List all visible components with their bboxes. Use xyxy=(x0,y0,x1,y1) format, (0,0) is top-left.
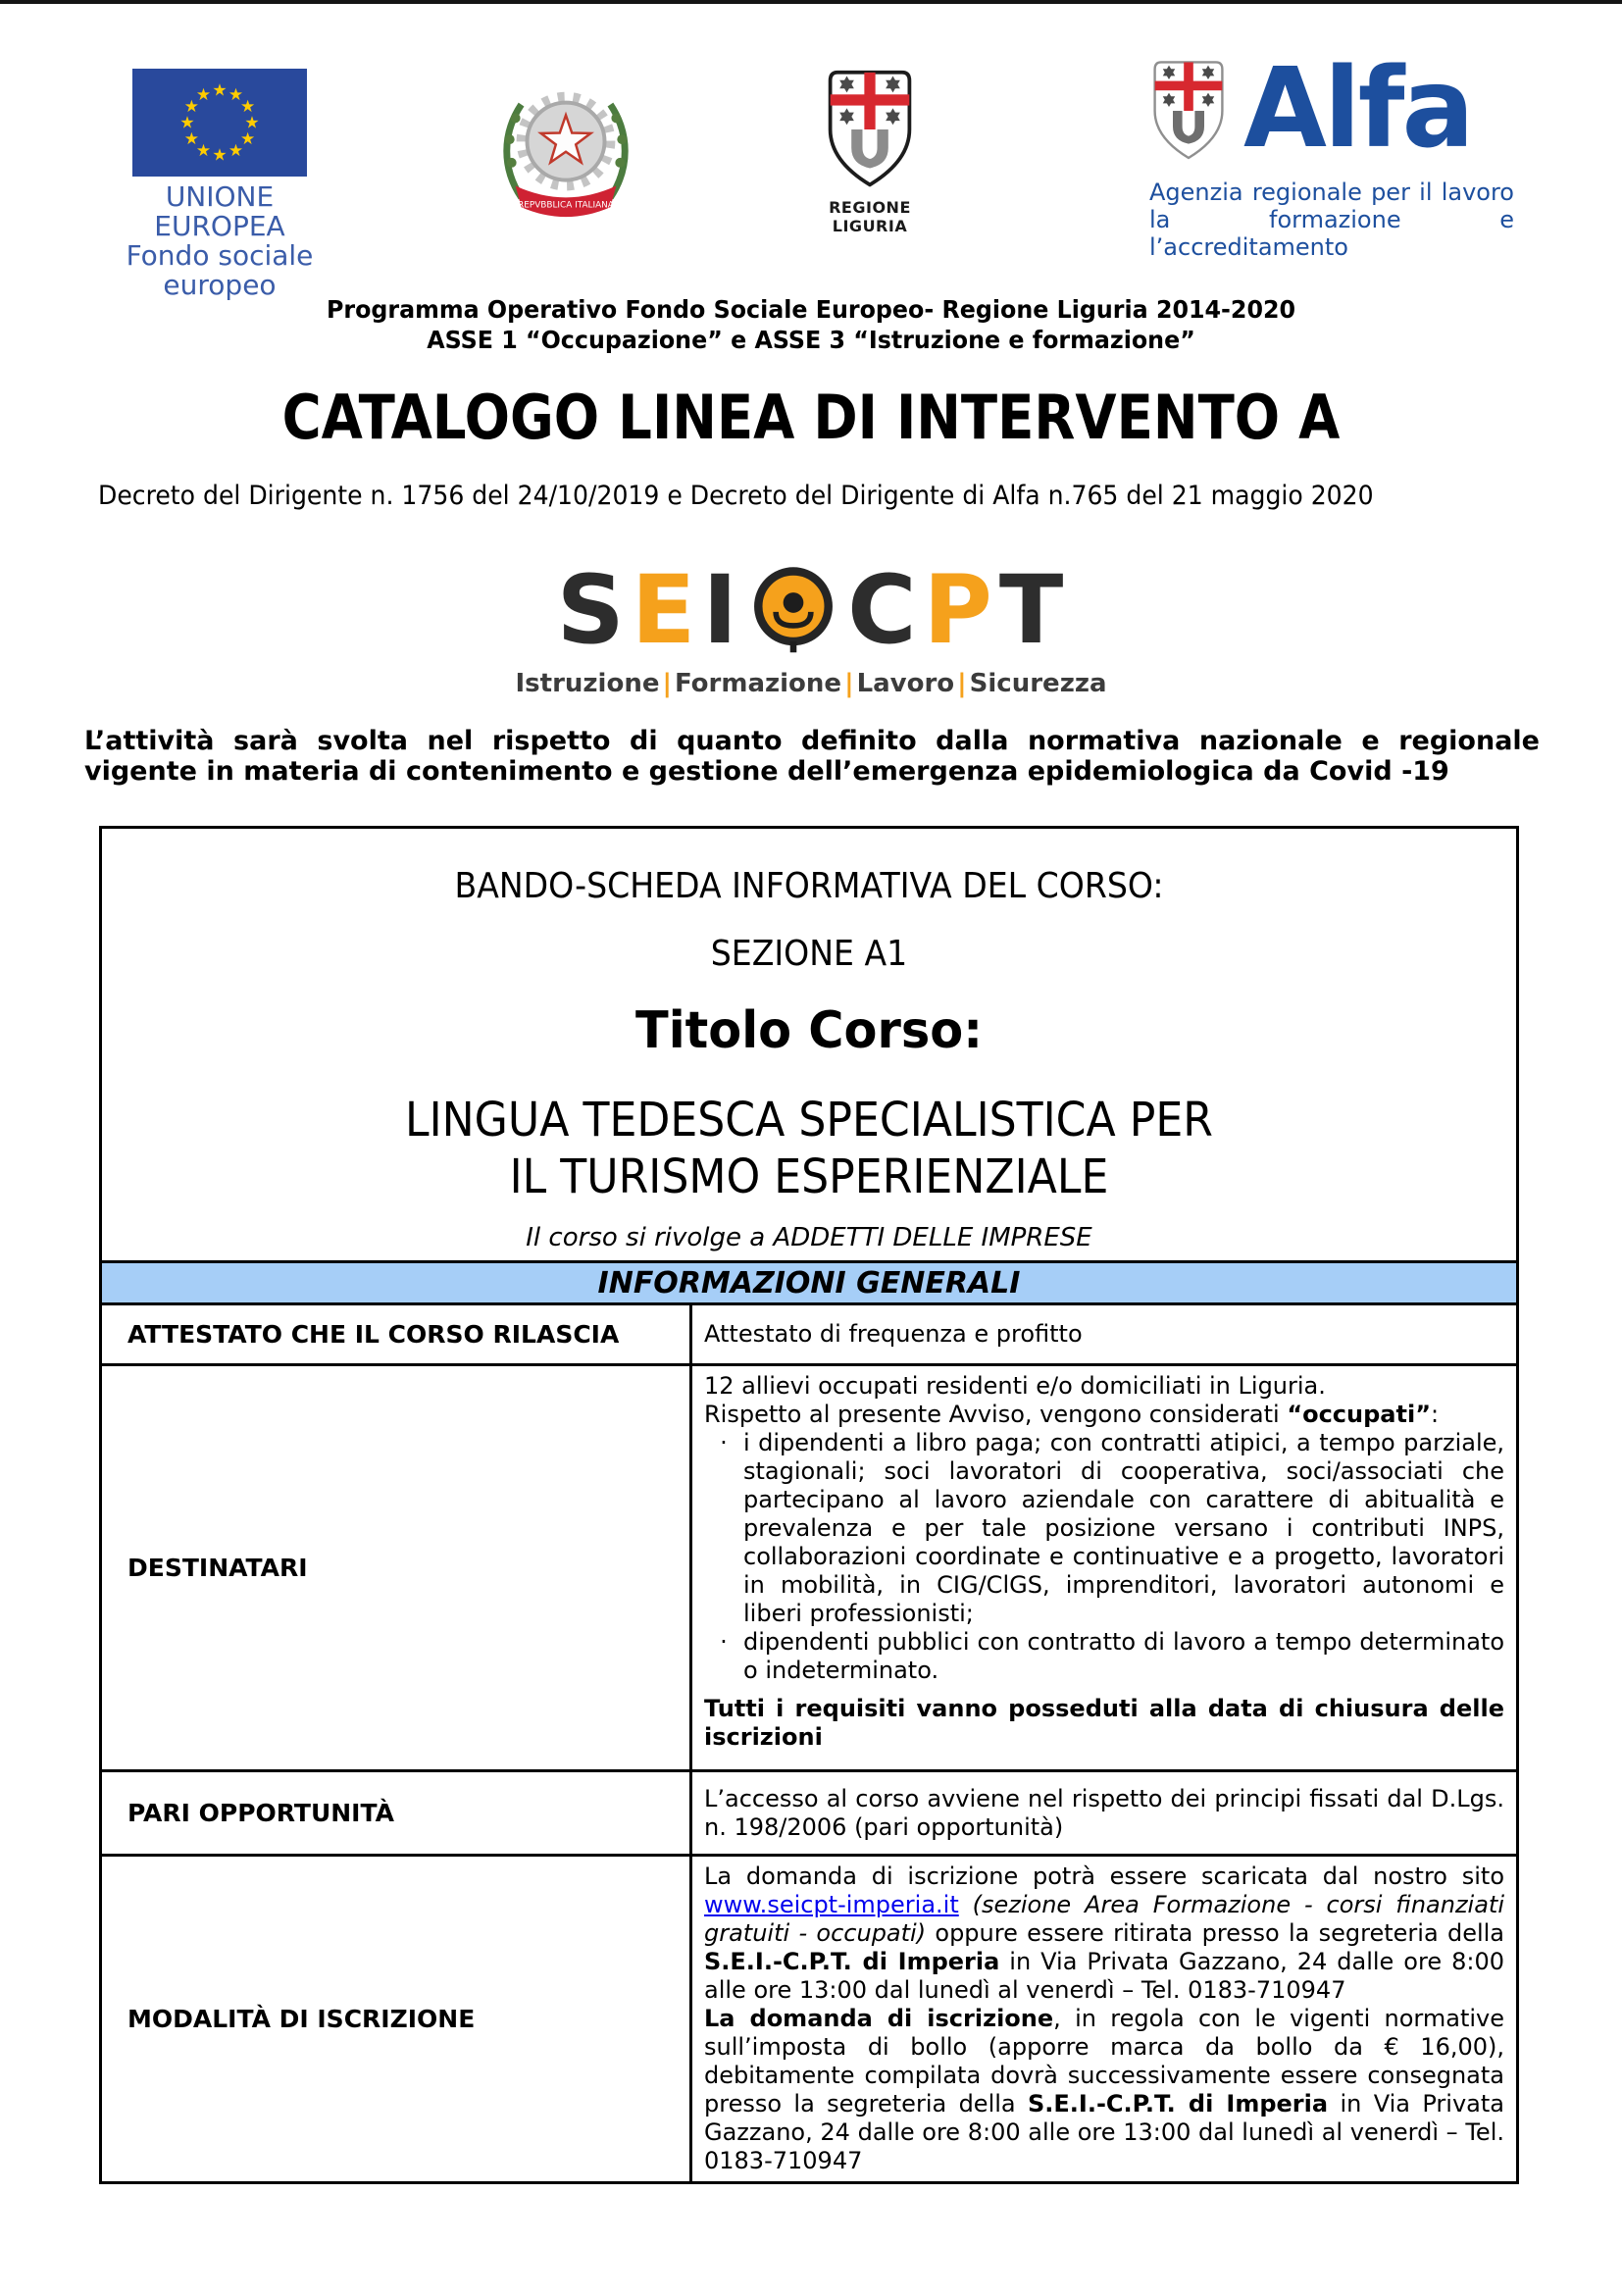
svg-text:★: ★ xyxy=(228,84,244,105)
text-segment: oppure essere ritirata presso la segreteria della xyxy=(926,1919,1505,1947)
course-info-table xyxy=(99,826,1519,2184)
text-segment: 12 allievi occupati residenti e/o domiciliati in Liguria. xyxy=(704,1372,1326,1400)
text-segment: in Via Privata Gazzano, 24 dalle ore 8:00 alle ore 13:00 dal lunedì al venerdì – Tel. 0183-710947 xyxy=(704,2090,1504,2174)
decree-line: Decreto del Dirigente n. 1756 del 24/10/2019 e Decreto del Dirigente di Alfa n.765 del 21 maggio 2020 xyxy=(98,481,1374,511)
row-value-attestato xyxy=(691,1304,1518,1365)
tagline-separator: | xyxy=(662,669,672,698)
svg-text:★: ★ xyxy=(195,141,212,162)
text-segment: , in regola con le vigenti normative sull’imposta di bollo (apporre marca da bollo da € 16,00), debitamente compilata dovrà successivamente essere consegnata presso la segreteria della xyxy=(704,2005,1505,2117)
course-name-line2: IL TURISMO ESPERIENZIALE xyxy=(509,1149,1109,1204)
paragraph xyxy=(704,1695,1504,1752)
paragraph xyxy=(704,1862,1504,2005)
paragraph xyxy=(704,1401,1504,1429)
text-segment: S.E.I.-C.P.T. di Imperia xyxy=(704,1948,1000,1975)
tagline-separator: | xyxy=(957,669,967,698)
seicpt-letter: P xyxy=(923,555,994,665)
svg-text:★: ★ xyxy=(183,97,200,117)
catalog-title: CATALOGO LINEA DI INTERVENTO A xyxy=(281,382,1341,453)
tagline-word: Sicurezza xyxy=(969,669,1107,698)
italy-emblem-icon xyxy=(488,72,643,227)
svg-text:★: ★ xyxy=(212,145,228,166)
row-label-attestato: ATTESTATO CHE IL CORSO RILASCIA xyxy=(101,1304,691,1365)
text-segment xyxy=(959,1891,973,1918)
text-segment: : xyxy=(1430,1401,1440,1428)
seicpt-letter: E xyxy=(631,555,698,665)
svg-text:★: ★ xyxy=(239,97,256,117)
seicpt-letter: T xyxy=(998,555,1066,665)
svg-text:★: ★ xyxy=(183,129,200,149)
header-logos xyxy=(0,0,1622,301)
alfa-logo-top xyxy=(1149,45,1514,173)
course-audience-line: Il corso si rivolge a ADDETTI DELLE IMPRESE xyxy=(526,1223,1092,1252)
table-row-pari-opportunita xyxy=(101,1771,1518,1856)
svg-text:★: ★ xyxy=(195,84,212,105)
program-line1: Programma Operativo Fondo Sociale Europeo- Regione Liguria 2014-2020 xyxy=(326,295,1296,324)
text-segment: La domanda di iscrizione potrà essere scaricata dal nostro sito xyxy=(704,1862,1504,1890)
row-value-pari-opportunita xyxy=(691,1771,1518,1856)
seicpt-wordmark xyxy=(0,555,1622,665)
svg-text:★: ★ xyxy=(228,141,244,162)
text-segment: dipendenti pubblici con contratto di lavoro a tempo determinato o indeterminato. xyxy=(743,1628,1504,1684)
titolo-corso-label: Titolo Corso: xyxy=(635,1001,983,1060)
table-row-attestato xyxy=(101,1304,1518,1365)
text-segment: L’accesso al corso avviene nel rispetto dei principi fissati dal D.Lgs. n. 198/2006 (pari opportunità) xyxy=(704,1784,1504,1841)
paragraph xyxy=(704,1372,1504,1401)
liguria-shield-icon xyxy=(824,69,916,190)
seicpt-letter: S xyxy=(556,555,627,665)
tagline-word: Formazione xyxy=(674,669,842,698)
alfa-caption-line2: la formazione e l’accreditamento xyxy=(1149,206,1514,261)
list-item xyxy=(704,1429,1504,1628)
ribbon-text: REPVBBLICA ITALIANA xyxy=(518,200,614,211)
tagline-separator: | xyxy=(844,669,854,698)
eu-caption-line2: Fondo sociale europeo xyxy=(126,239,314,301)
bullet-marker: · xyxy=(720,1429,728,1456)
text-segment: i dipendenti a libro paga; con contratti atipici, a tempo parziale, stagionali; soci lavoratori di cooperativa, soci/associati che partecipano al lavoro aziendale con carattere di abitualità e prevalenza e per tale posizione versano i contributi INPS, collaborazioni coordinate e continuative e a progetto, lavoratori in mobilità, in CIG/ClGS, imprenditori, lavoratori autonomi e liberi professionisti; xyxy=(743,1429,1504,1627)
text-segment: “occupati” xyxy=(1287,1401,1431,1428)
eu-logo xyxy=(106,69,333,300)
regione-liguria-logo xyxy=(796,69,943,235)
row-label-modalita-iscrizione: MODALITÀ DI ISCRIZIONE xyxy=(101,1856,691,2183)
table-row-modalita-iscrizione xyxy=(101,1856,1518,2183)
row-value-destinatari xyxy=(691,1365,1518,1771)
course-title-cell xyxy=(101,828,1518,1262)
program-heading xyxy=(0,294,1622,355)
paragraph xyxy=(704,1320,1504,1349)
eu-flag-icon xyxy=(132,69,307,177)
text-segment: La domanda di iscrizione xyxy=(704,2005,1054,2032)
alfa-logo xyxy=(1149,45,1514,261)
bullet-marker: · xyxy=(720,1628,728,1656)
table-row-destinatari xyxy=(101,1365,1518,1771)
paragraph xyxy=(704,2005,1504,2175)
covid-notice: L’attività sarà svolta nel rispetto di quanto definito dalla normativa nazionale e regionale vigente in materia di contenimento e gestione dell’emergenza epidemiologica da Covid -19 xyxy=(84,726,1540,787)
alfa-caption-line1: Agenzia regionale per il lavoro xyxy=(1149,179,1514,206)
seicpt-letter: C xyxy=(847,555,919,665)
liguria-caption: REGIONE LIGURIA xyxy=(829,198,911,235)
text-segment: Attestato di frequenza e profitto xyxy=(704,1320,1083,1348)
seicpt-logo xyxy=(0,555,1622,698)
row-label-pari-opportunita: PARI OPPORTUNITÀ xyxy=(101,1771,691,1856)
seicpt-website-link[interactable]: www.seicpt-imperia.it xyxy=(704,1891,959,1918)
sezione-line: SEZIONE A1 xyxy=(710,934,908,974)
alfa-shield-icon xyxy=(1149,59,1228,163)
tagline-word: Lavoro xyxy=(856,669,955,698)
seicpt-tagline xyxy=(0,669,1622,698)
svg-text:★: ★ xyxy=(239,129,256,149)
eu-caption-line1: UNIONE EUROPEA xyxy=(154,180,285,242)
ribbon-banner xyxy=(516,186,617,218)
program-line2: ASSE 1 “Occupazione” e ASSE 3 “Istruzione e formazione” xyxy=(427,326,1195,354)
row-value-modalita-iscrizione xyxy=(691,1856,1518,2183)
svg-text:★: ★ xyxy=(179,113,195,133)
course-title-row xyxy=(101,828,1518,1262)
text-segment: S.E.I.-C.P.T. di Imperia xyxy=(1028,2090,1329,2117)
seicpt-letter: I xyxy=(702,555,740,665)
course-name-line1: LINGUA TEDESCA SPECIALISTICA PER xyxy=(405,1093,1213,1148)
seicpt-target-icon xyxy=(747,564,839,656)
section-header-informazioni-generali: INFORMAZIONI GENERALI xyxy=(101,1262,1518,1304)
svg-text:★: ★ xyxy=(244,113,260,133)
alfa-wordmark: Alfa xyxy=(1243,45,1472,173)
bando-line: BANDO-SCHEDA INFORMATIVA DEL CORSO: xyxy=(454,866,1164,906)
section-header-row xyxy=(101,1262,1518,1304)
svg-text:★: ★ xyxy=(212,80,228,101)
text-segment: Tutti i requisiti vanno posseduti alla data di chiusura delle iscrizioni xyxy=(704,1695,1504,1751)
text-segment: (sezione Area Formazione - corsi finanziati gratuiti - occupati) xyxy=(704,1891,1504,1947)
tagline-word: Istruzione xyxy=(515,669,660,698)
text-segment: in Via Privata Gazzano, 24 dalle ore 8:00 alle ore 13:00 dal lunedì al venerdì – Tel. 0183-710947 xyxy=(704,1948,1504,2004)
list-item xyxy=(704,1628,1504,1685)
row-label-destinatari: DESTINATARI xyxy=(101,1365,691,1771)
paragraph xyxy=(704,1785,1504,1842)
text-segment: Rispetto al presente Avviso, vengono considerati xyxy=(704,1401,1288,1428)
